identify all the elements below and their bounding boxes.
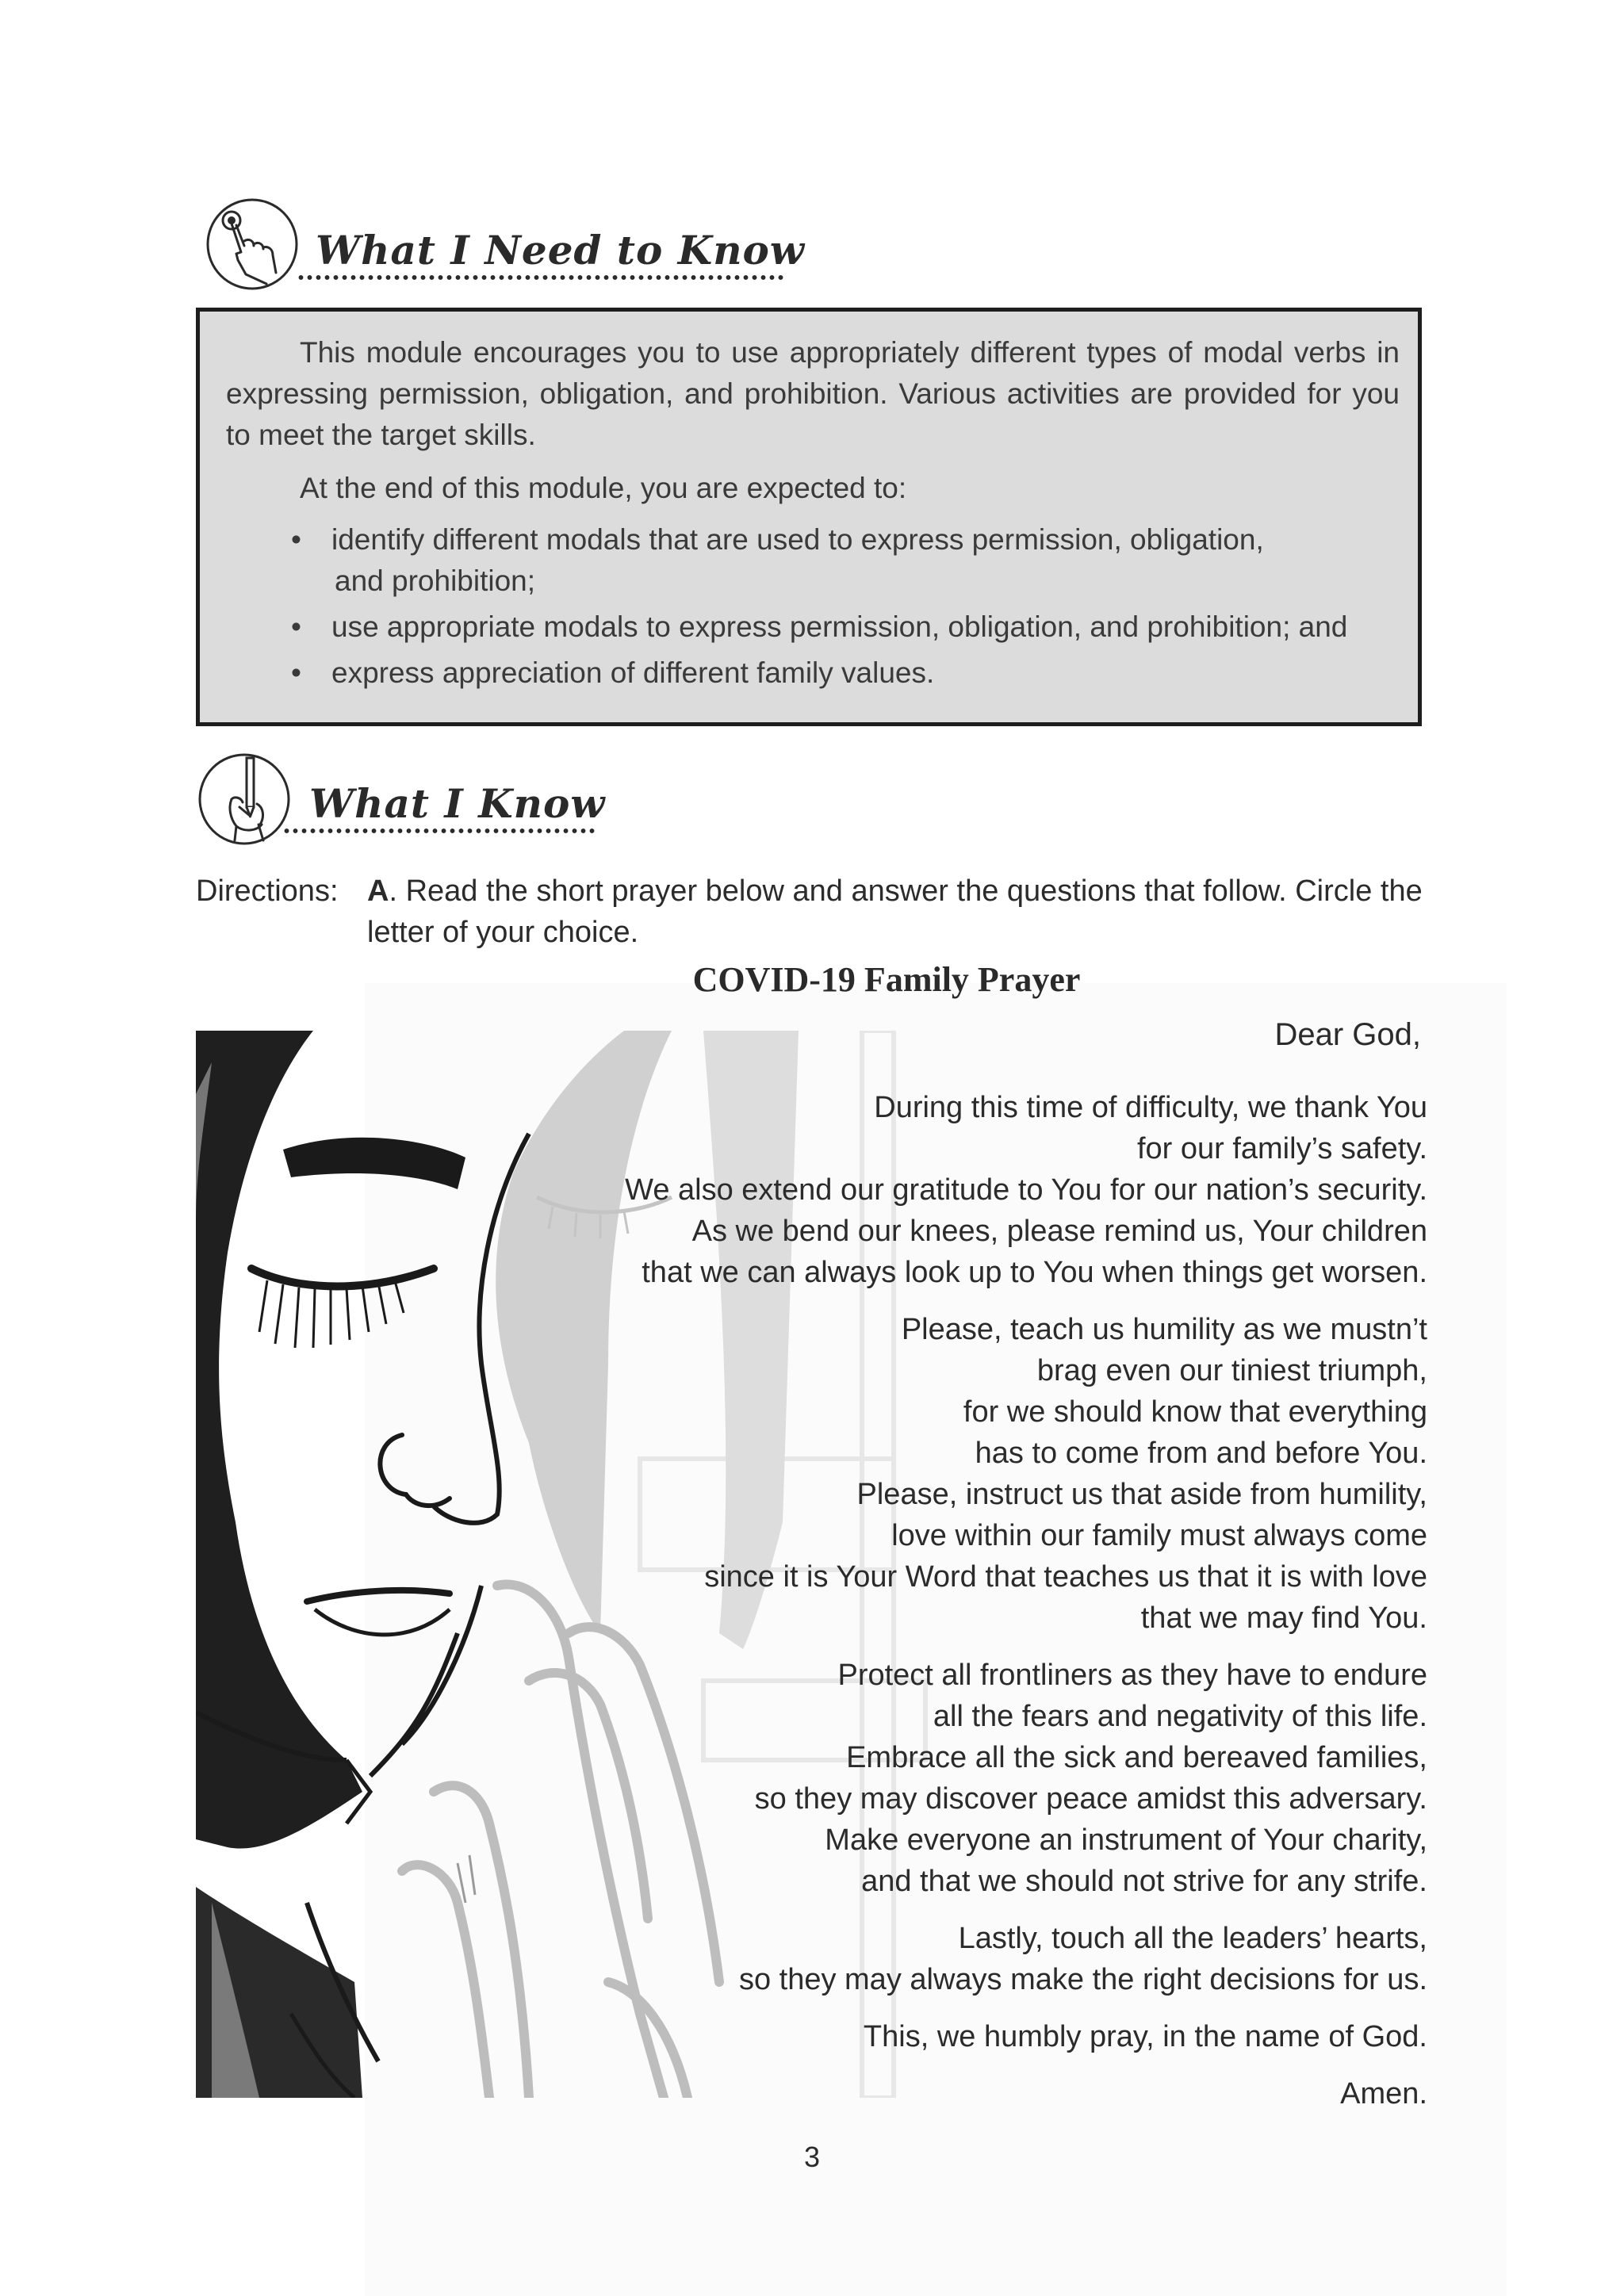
prayer-stanza [396, 1655, 1427, 1902]
bullet-icon: • [291, 656, 301, 689]
page-number: 3 [803, 2141, 821, 2173]
title-underline [282, 827, 596, 835]
need-to-know-title: What I Need to Know [316, 227, 805, 274]
bullet-icon: • [291, 523, 301, 556]
objective-text: identify different modals that are used to express permission, obligation, [331, 523, 1264, 556]
objective-text: express appreciation of different family values. [331, 656, 935, 689]
prayer-text [396, 1014, 1427, 2130]
prayer-line: that we can always look up to You when things get worsen. [642, 1256, 1427, 1289]
prayer-line: Embrace all the sick and bereaved families, [846, 1741, 1427, 1774]
directions-letter: A [367, 874, 389, 908]
directions-instruction: . Read the short prayer below and answer the questions that follow. Circle the letter of your choice. [367, 874, 1423, 949]
prayer-line: brag even our tiniest triumph, [1036, 1354, 1427, 1387]
prayer-line: since it is Your Word that teaches us that it is with love [704, 1560, 1427, 1594]
prayer-line: has to come from and before You. [975, 1437, 1427, 1470]
objective-text: use appropriate modals to express permission, obligation, and prohibition; and [331, 610, 1348, 643]
prayer-line: for our family’s safety. [1136, 1132, 1427, 1165]
prayer-closing [396, 2073, 1427, 2114]
prayer-stanza [396, 1918, 1427, 2000]
prayer-line: love within our family must always come [891, 1519, 1427, 1552]
prayer-line: all the fears and negativity of this life. [933, 1700, 1427, 1733]
pointing-hand-icon [205, 197, 300, 292]
bullet-icon: • [291, 610, 301, 643]
list-item [291, 652, 1385, 694]
prayer-line: Make everyone an instrument of Your charity, [825, 1823, 1427, 1857]
directions-label: Directions: [196, 874, 339, 908]
prayer-line: so they may discover peace amidst this adversary. [754, 1782, 1427, 1816]
prayer-line: Lastly, touch all the leaders’ hearts, [958, 1922, 1427, 1955]
prayer-line: Please, teach us humility as we mustn’t [901, 1313, 1427, 1346]
prayer-stanza [396, 2016, 1427, 2057]
need-to-know-header [205, 197, 807, 308]
objective-text-continued: and prohibition; [335, 564, 536, 597]
prayer-stanza [396, 1309, 1427, 1639]
prayer-line: so they may always make the right decisions for us. [738, 1963, 1427, 1996]
prayer-line: Protect all frontliners as they have to endure [837, 1659, 1427, 1692]
prayer-line: and that we should not strive for any strife. [861, 1865, 1427, 1898]
module-intro-text: This module encourages you to use appropriately different types of modal verbs in expressing permission, obligation, and prohibition. Various activities are provided for you to meet the target skills. [226, 336, 1400, 451]
title-underline [297, 274, 785, 281]
prayer-line: Amen. [1340, 2077, 1427, 2110]
what-i-know-header [197, 752, 609, 863]
prayer-line: During this time of difficulty, we thank You [874, 1091, 1427, 1124]
list-item [291, 519, 1385, 602]
hand-writing-pencil-icon [197, 752, 292, 847]
list-item [291, 607, 1385, 648]
expectation-text: At the end of this module, you are expected to: [300, 472, 907, 504]
prayer-line: As we bend our knees, please remind us, Your children [691, 1215, 1427, 1248]
prayer-line: that we may find You. [1140, 1601, 1427, 1635]
directions-text [367, 871, 1430, 953]
prayer-line: We also extend our gratitude to You for our nation’s security. [625, 1173, 1427, 1207]
prayer-salutation: Dear God, [1274, 1017, 1421, 1052]
prayer-title: COVID-19 Family Prayer [692, 960, 1081, 999]
objectives-list [291, 519, 1385, 698]
prayer-line: Please, instruct us that aside from humility, [856, 1478, 1427, 1511]
what-i-know-title: What I Know [309, 780, 606, 827]
prayer-stanza [396, 1087, 1427, 1293]
module-objectives-box [196, 308, 1422, 726]
prayer-line: This, we humbly pray, in the name of God. [863, 2020, 1427, 2053]
prayer-line: for we should know that everything [963, 1395, 1427, 1429]
